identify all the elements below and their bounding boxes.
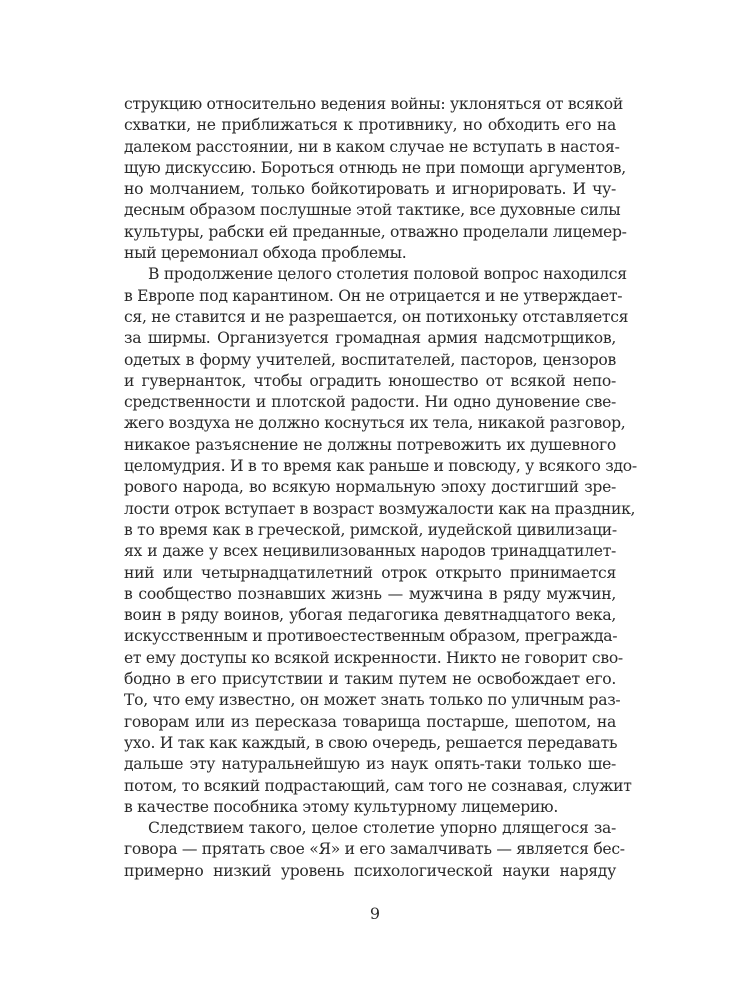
text-line: ный церемониал обхода проблемы. [124, 244, 407, 263]
text-line: дальше эту натуральнейшую из наук опять-таки только ше- [124, 755, 616, 774]
text-line: жего воздуха не должно коснуться их тела, никакой разговор, [124, 414, 626, 433]
text-line: потом, то всякий подрастающий, сам того не сознавая, служит [124, 776, 632, 795]
text-line: лости отрок вступает в возраст возмужалости как на праздник, [124, 499, 636, 518]
text-line: но молчанием, только бойкотировать и игнорировать. И чу- [124, 180, 616, 199]
text-line: ся, не ставится и не разрешается, он потихоньку отставляется [124, 307, 629, 326]
text-line: за ширмы. Организуется громадная армия надсмотрщиков, [124, 329, 616, 348]
paragraph [124, 818, 625, 882]
text-line: одетых в форму учителей, воспитателей, пасторов, цензоров [124, 350, 616, 369]
text-line: щую дискуссию. Бороться отнюдь не при помощи аргументов, [124, 158, 626, 177]
paragraph [124, 94, 627, 264]
text-line: далеком расстоянии, ни в каком случае не вступать в настоя- [124, 137, 620, 156]
text-line: ет ему доступы ко всякой искренности. Никто не говорит сво- [124, 648, 623, 667]
text-line: ухо. И так как каждый, в свою очередь, решается передавать [124, 733, 618, 752]
text-line: воин в ряду воинов, убогая педагогика девятнадцатого века, [124, 606, 616, 625]
text-line: ях и даже у всех нецивилизованных народов тринадцатилет- [124, 542, 616, 561]
text-line: средственности и плотской радости. Ни одно дуновение све- [124, 393, 616, 412]
text-line: десным образом послушные этой тактике, все духовные силы [124, 201, 621, 220]
text-line: примерно низкий уровень психологической науки наряду [124, 861, 616, 880]
text-line: целомудрия. И в то время как раньше и повсюду, у всякого здо- [124, 457, 637, 476]
text-line: и гувернанток, чтобы оградить юношество от всякой непо- [124, 371, 616, 390]
text-line: в Европе под карантином. Он не отрицается и не утверждает- [124, 286, 623, 305]
text-line: никакое разъяснение не должны потревожить их душевного [124, 435, 616, 454]
page-text [124, 94, 637, 882]
text-line: культуры, рабски ей преданные, отважно проделали лицемер- [124, 222, 627, 241]
text-line: в то время как в греческой, римской, иудейской цивилизаци- [124, 520, 617, 539]
text-line: в качестве пособника этому культурному лицемерию. [124, 797, 558, 816]
text-line: ний или четырнадцатилетний отрок открыто принимается [124, 563, 616, 582]
text-line: говора — прятать свое «Я» и его замалчивать — является бес- [124, 840, 625, 859]
text-line: То, что ему известно, он может знать только по уличным раз- [124, 691, 621, 710]
text-line: схватки, не приближаться к противнику, но обходить его на [124, 116, 616, 135]
text-line: в сообщество познавших жизнь — мужчина в ряду мужчин, [124, 584, 616, 603]
text-line: струкцию относительно ведения войны: уклоняться от всякой [124, 95, 623, 113]
text-line: бодно в его присутствии и таким путем не освобождает его. [124, 670, 616, 689]
text-line: Следствием такого, целое столетие упорно длящегося за- [148, 819, 616, 838]
page-number: 9 [369, 904, 381, 923]
text-line: искусственным и противоестественным образом, прегражда- [124, 627, 618, 646]
text-line: рового народа, во всякую нормальную эпоху достигший зре- [124, 478, 616, 497]
text-line: говорам или из пересказа товарища постарше, шепотом, на [124, 712, 616, 731]
text-line: В продолжение целого столетия половой вопрос находился [148, 265, 627, 284]
paragraph [124, 264, 637, 818]
